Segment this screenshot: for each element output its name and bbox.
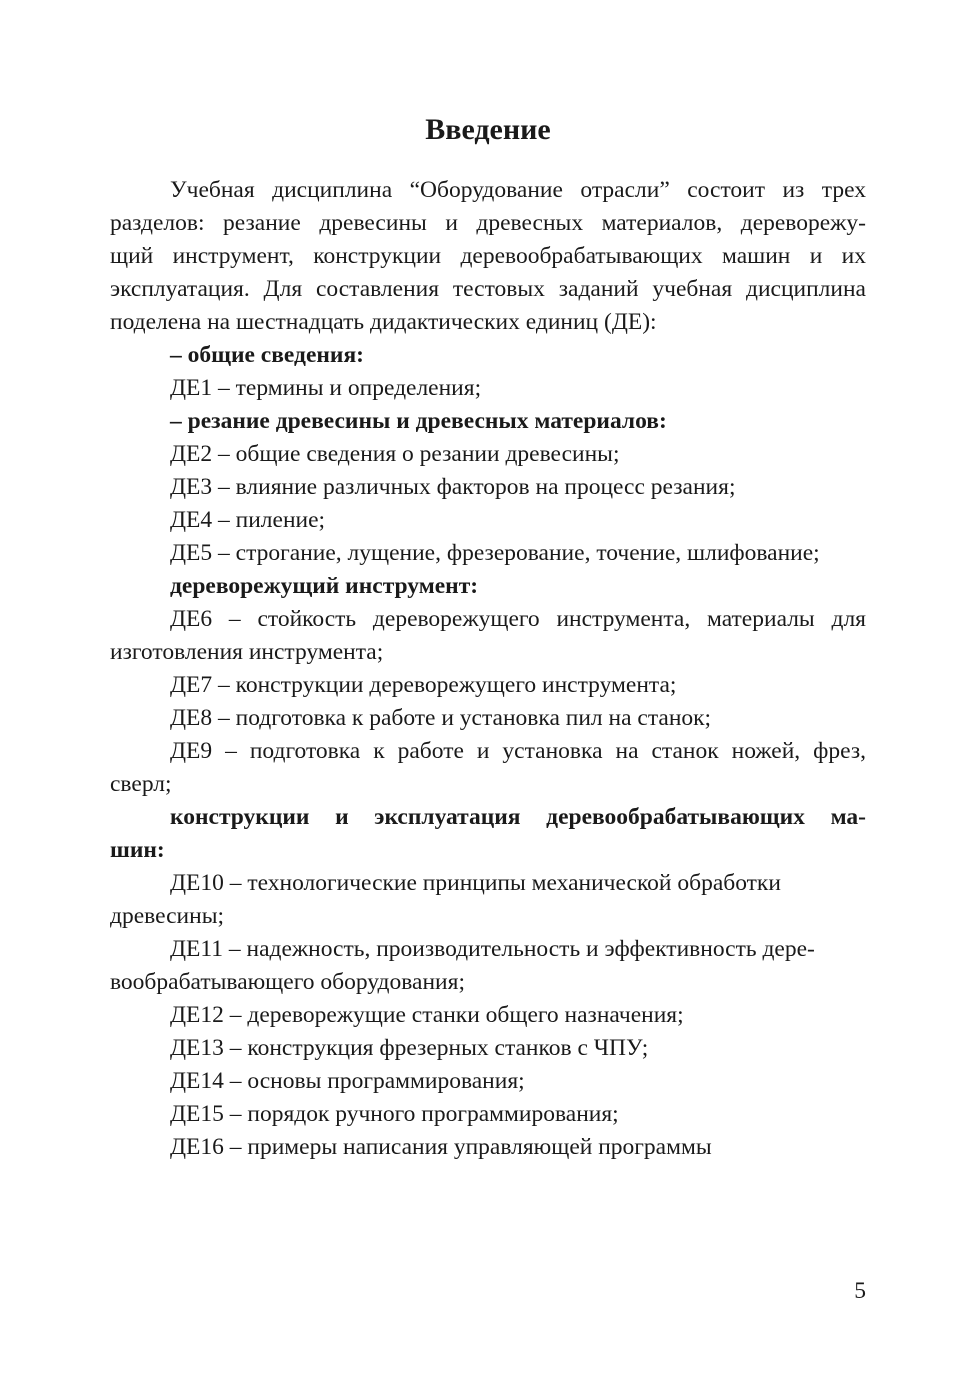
section-heading: – общие сведения: [170, 342, 364, 368]
section-heading: конструкции и эксплуатация деревообрабатывающих ма- [170, 804, 866, 830]
text-line: эксплуатация. Для составления тестовых заданий учебная дисциплина [110, 276, 866, 302]
list-item-continuation: вообрабатывающего оборудования; [110, 969, 465, 995]
page-number: 5 [854, 1278, 866, 1304]
list-item: ДЕ6 – стойкость дереворежущего инструмента, материалы для [170, 606, 866, 632]
text-line: щий инструмент, конструкции деревообрабатывающих машин и их [110, 243, 866, 269]
text-line: Учебная дисциплина “Оборудование отрасли” состоит из трех [170, 177, 866, 203]
list-item: ДЕ11 – надежность, производительность и эффективность дере- [170, 936, 815, 962]
text-line: поделена на шестнадцать дидактических единиц (ДЕ): [110, 309, 657, 335]
list-item: ДЕ5 – строгание, лущение, фрезерование, точение, шлифование; [170, 540, 820, 566]
section-heading: дереворежущий инструмент: [170, 573, 479, 599]
list-item-continuation: сверл; [110, 771, 172, 797]
section-heading: – резание древесины и древесных материалов: [170, 408, 667, 434]
list-item: ДЕ12 – дереворежущие станки общего назначения; [170, 1002, 684, 1028]
list-item: ДЕ4 – пиление; [170, 507, 326, 533]
list-item: ДЕ2 – общие сведения о резании древесины; [170, 441, 620, 467]
list-item: ДЕ10 – технологические принципы механической обработки [170, 870, 781, 896]
text-line: разделов: резание древесины и древесных материалов, дереворежу- [110, 210, 866, 236]
list-item: ДЕ9 – подготовка к работе и установка на станок ножей, фрез, [170, 738, 866, 764]
list-item: ДЕ7 – конструкции дереворежущего инструмента; [170, 672, 677, 698]
list-item: ДЕ8 – подготовка к работе и установка пил на станок; [170, 705, 712, 731]
list-item: ДЕ1 – термины и определения; [170, 375, 482, 401]
list-item: ДЕ15 – порядок ручного программирования; [170, 1101, 619, 1127]
list-item: ДЕ14 – основы программирования; [170, 1068, 525, 1094]
list-item: ДЕ16 – примеры написания управляющей программы [170, 1134, 712, 1160]
list-item-continuation: древесины; [110, 903, 225, 929]
list-item-continuation: изготовления инструмента; [110, 639, 384, 665]
body-text [110, 174, 866, 1164]
section-heading-continuation: шин: [110, 837, 165, 863]
page-title: Введение [425, 113, 551, 146]
list-item: ДЕ3 – влияние различных факторов на процесс резания; [170, 474, 736, 500]
list-item: ДЕ13 – конструкция фрезерных станков с ЧПУ; [170, 1035, 649, 1061]
